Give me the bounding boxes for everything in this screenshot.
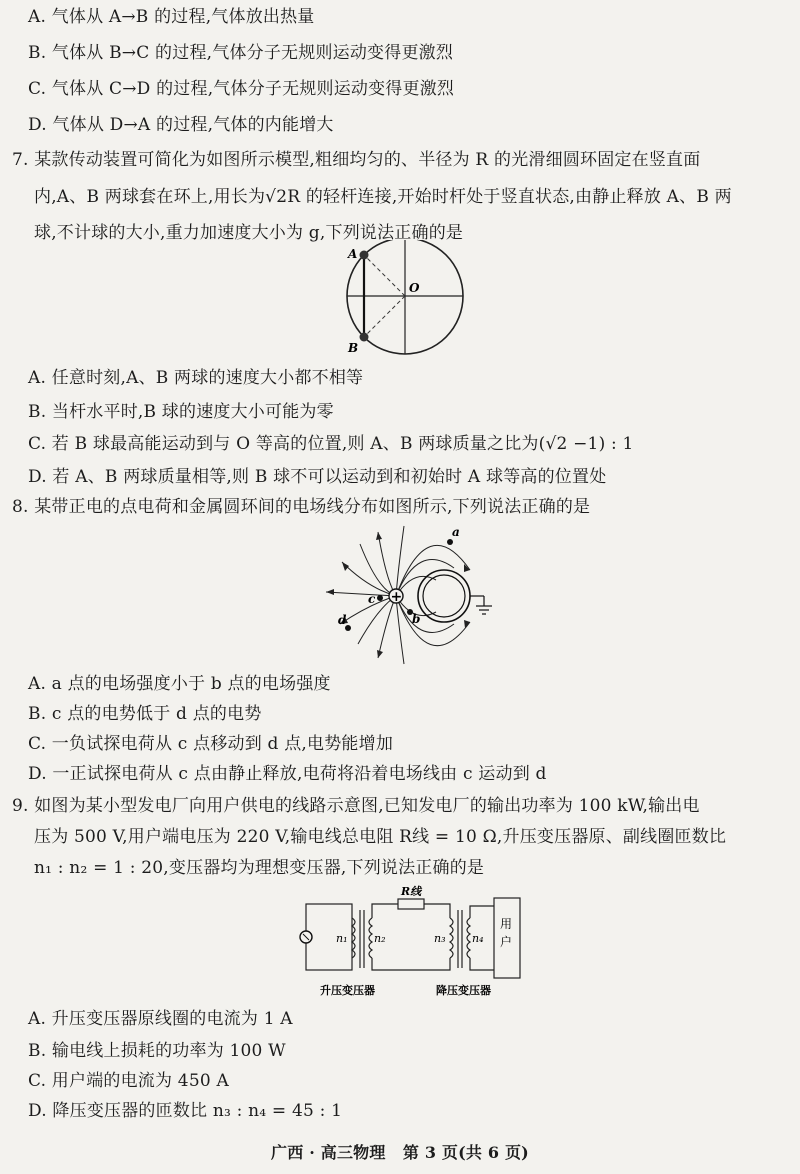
label-step-down: 降压变压器 xyxy=(436,984,491,997)
q7-stem-line-3: 球,不计球的大小,重力加速度大小为 g,下列说法正确的是 xyxy=(34,223,464,243)
ball-a xyxy=(360,251,369,260)
q7-stem-line-1: 7. 某款传动装置可简化为如图所示模型,粗细均匀的、半径为 R 的光滑细圆环固定在竖直面 xyxy=(12,150,701,170)
resistor-r-line xyxy=(398,899,424,909)
q8-option-b: B. c 点的电势低于 d 点的电势 xyxy=(28,704,262,724)
q6-option-b: B. 气体从 B→C 的过程,气体分子无规则运动变得更激烈 xyxy=(28,43,454,63)
dashed-radius-oa xyxy=(364,255,405,296)
coil-n2 xyxy=(369,918,372,958)
point-a-dot xyxy=(447,539,453,545)
metal-ring-inner xyxy=(423,575,465,617)
q9-option-a: A. 升压变压器原线圈的电流为 1 A xyxy=(28,1009,293,1029)
q9-stem-line-1: 9. 如图为某小型发电厂向用户供电的线路示意图,已知发电厂的输出功率为 100 kW,输出电 xyxy=(12,796,700,816)
q7-option-a: A. 任意时刻,A、B 两球的速度大小都不相等 xyxy=(28,368,364,388)
q9-stem-line-3: n₁ : n₂ = 1 : 20,变压器均为理想变压器,下列说法正确的是 xyxy=(34,858,485,878)
q8-option-c: C. 一负试探电荷从 c 点移动到 d 点,电势能增加 xyxy=(28,734,394,754)
coil-n4 xyxy=(467,918,470,958)
ball-b xyxy=(360,333,369,342)
q8-field-figure xyxy=(318,520,500,670)
label-point-b: b xyxy=(412,612,421,626)
label-n3: n₃ xyxy=(434,932,446,945)
q6-option-d: D. 气体从 D→A 的过程,气体的内能增大 xyxy=(28,115,334,135)
q8-option-d: D. 一正试探电荷从 c 点由静止释放,电荷将沿着电场线由 c 运动到 d xyxy=(28,764,547,784)
line-bottom xyxy=(372,958,450,970)
label-a: A xyxy=(348,247,358,261)
charge-plus: + xyxy=(390,589,403,605)
page-footer: 广西 · 高三物理 第 3 页(共 6 页) xyxy=(271,1143,529,1162)
line-top xyxy=(372,904,398,918)
label-n4: n₄ xyxy=(472,932,484,945)
q7-option-d: D. 若 A、B 两球质量相等,则 B 球不可以运动到和初始时 A 球等高的位置处 xyxy=(28,467,607,487)
q9-circuit-figure xyxy=(298,884,530,1002)
q7-ring-figure xyxy=(330,240,480,360)
q6-option-a: A. 气体从 A→B 的过程,气体放出热量 xyxy=(28,7,315,27)
q8-option-a: A. a 点的电场强度小于 b 点的电场强度 xyxy=(28,674,331,694)
user-wire-top xyxy=(470,906,494,918)
q9-stem-line-2: 压为 500 V,用户端电压为 220 V,输电线总电阻 R线 = 10 Ω,升压变压器原、副线圈匝数比 xyxy=(34,827,727,847)
q8-stem: 8. 某带正电的点电荷和金属圆环间的电场线分布如图所示,下列说法正确的是 xyxy=(12,497,591,517)
label-n1: n₁ xyxy=(336,932,348,945)
label-step-up: 升压变压器 xyxy=(320,984,375,997)
line-top-right xyxy=(424,904,450,918)
label-n2: n₂ xyxy=(374,932,386,945)
label-b: B xyxy=(348,341,359,355)
coil-n3 xyxy=(450,918,453,958)
label-point-a: a xyxy=(452,525,460,539)
label-user-1: 用 xyxy=(500,917,513,931)
q9-option-d: D. 降压变压器的匝数比 n₃ : n₄ = 45 : 1 xyxy=(28,1101,343,1121)
q6-option-c: C. 气体从 C→D 的过程,气体分子无规则运动变得更激烈 xyxy=(28,79,455,99)
label-point-c: c xyxy=(368,592,376,606)
q7-option-b: B. 当杆水平时,B 球的速度大小可能为零 xyxy=(28,402,334,422)
label-point-d: d xyxy=(338,613,347,627)
label-user-2: 户 xyxy=(500,935,513,949)
user-wire-bottom xyxy=(470,958,494,970)
label-r-line: R线 xyxy=(401,885,422,898)
point-c-dot xyxy=(377,595,383,601)
q9-option-b: B. 输电线上损耗的功率为 100 W xyxy=(28,1041,286,1061)
q9-option-c: C. 用户端的电流为 450 A xyxy=(28,1071,229,1091)
label-o: O xyxy=(409,281,420,295)
metal-ring-outer xyxy=(418,570,470,622)
q7-stem-line-2: 内,A、B 两球套在环上,用长为√2R 的轻杆连接,开始时杆处于竖直状态,由静止释放 A、B 两 xyxy=(34,187,732,207)
dashed-radius-ob xyxy=(364,296,405,337)
q7-option-c: C. 若 B 球最高能运动到与 O 等高的位置,则 A、B 两球质量之比为(√2 −1) : 1 xyxy=(28,434,634,454)
